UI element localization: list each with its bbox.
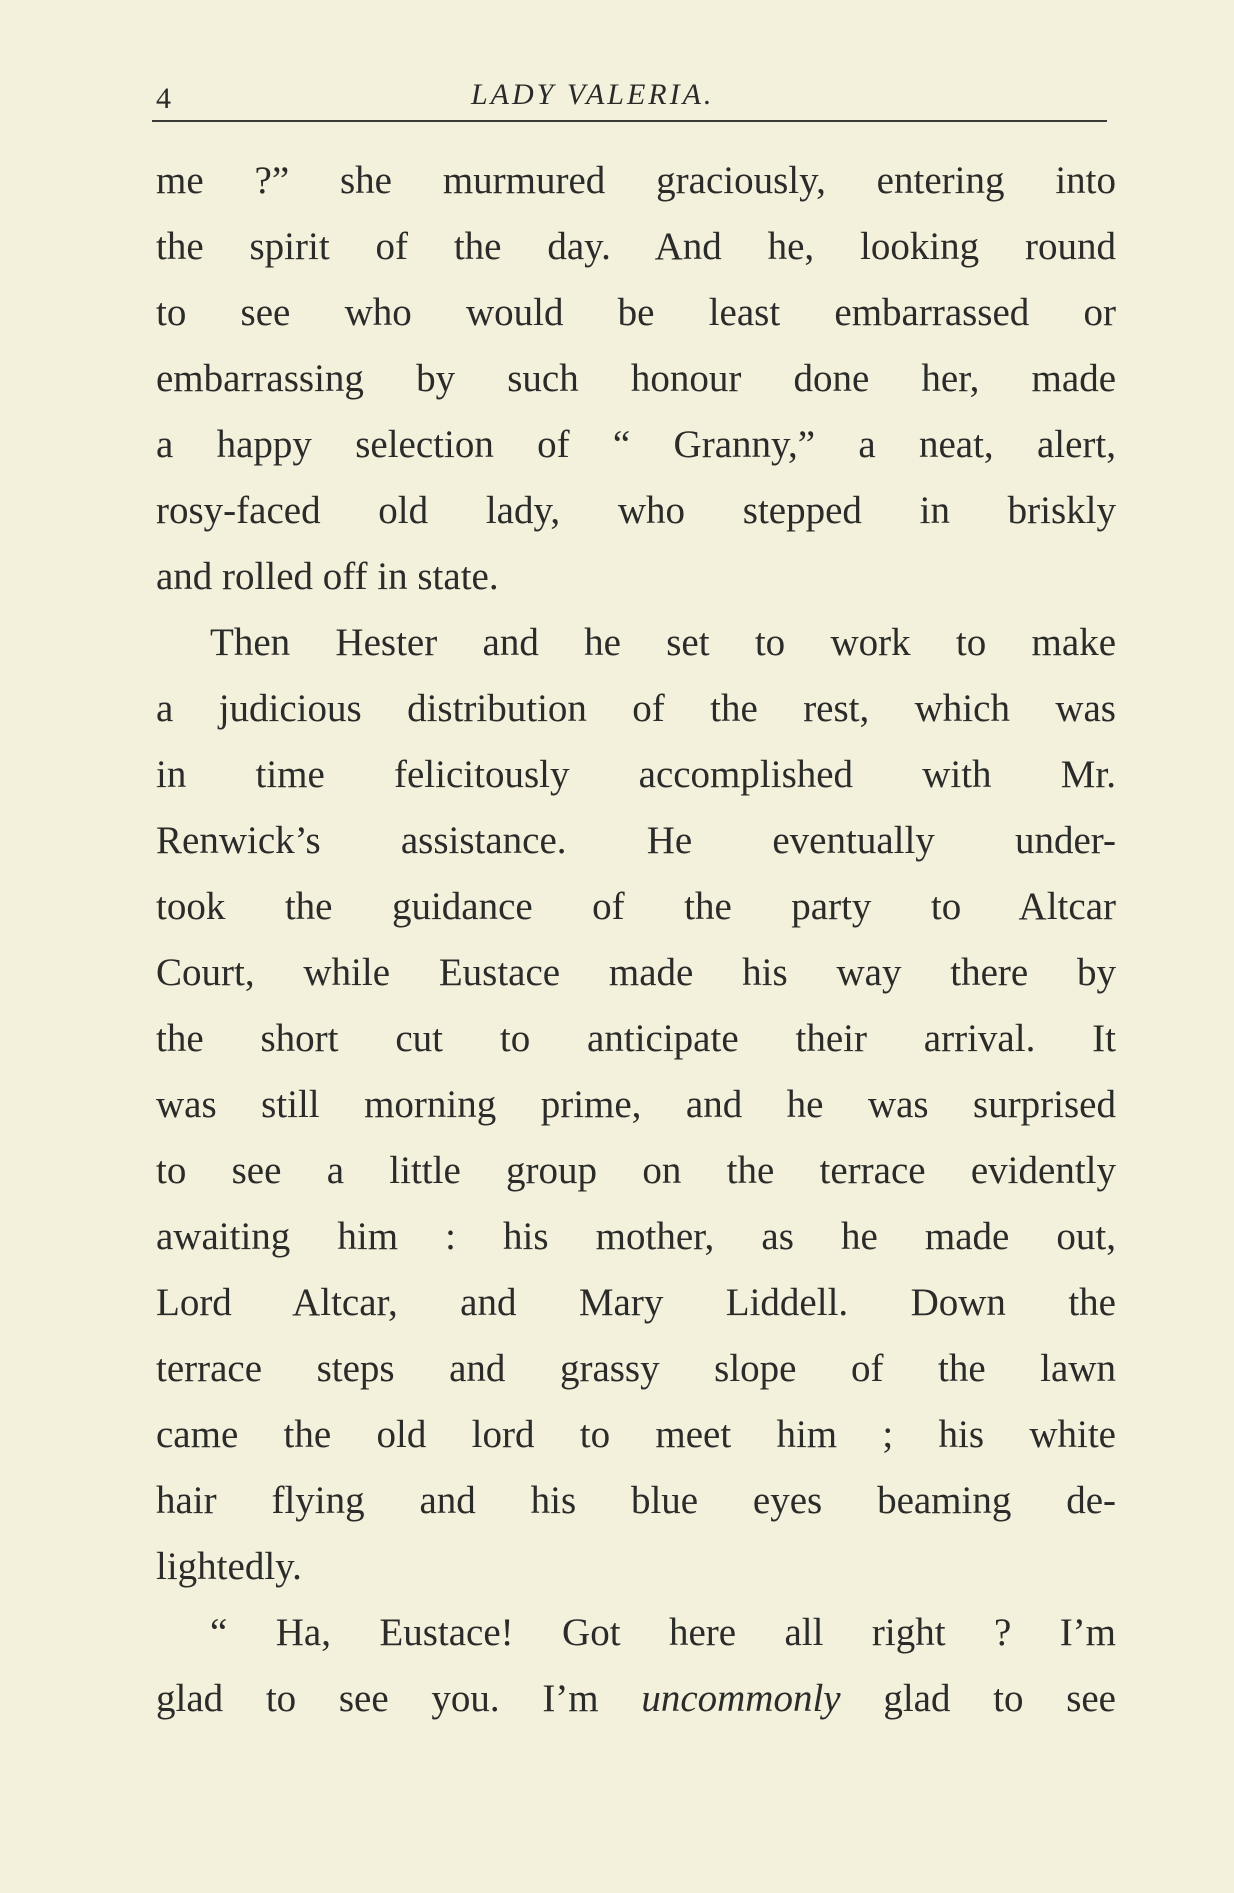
- text-line: “ Ha, Eustace! Got here all right ? I’m: [210, 1611, 1116, 1654]
- text-line: in time felicitously accomplished with Mr.: [156, 753, 1116, 796]
- body-text: [156, 148, 1116, 1732]
- text-line: a happy selection of “ Granny,” a neat, alert,: [156, 423, 1116, 466]
- text-line: lightedly.: [156, 1545, 302, 1588]
- header-rule: [152, 120, 1107, 122]
- text-line: awaiting him : his mother, as he made out,: [156, 1215, 1116, 1258]
- text-line: me ?” she murmured graciously, entering into: [156, 159, 1116, 202]
- running-head: LADY VALERIA.: [471, 78, 715, 111]
- text-line: and rolled off in state.: [156, 555, 499, 598]
- text-line: took the guidance of the party to Altcar: [156, 885, 1116, 928]
- italic-text-run: uncommonly: [641, 1677, 841, 1720]
- text-line: embarrassing by such honour done her, made: [156, 357, 1116, 400]
- text-line: Lord Altcar, and Mary Liddell. Down the: [156, 1281, 1116, 1324]
- text-line: a judicious distribution of the rest, which was: [156, 687, 1116, 730]
- text-line: terrace steps and grassy slope of the lawn: [156, 1347, 1116, 1390]
- text-line: the spirit of the day. And he, looking round: [156, 225, 1116, 268]
- text-line: Court, while Eustace made his way there by: [156, 951, 1116, 994]
- text-line: rosy-faced old lady, who stepped in briskly: [156, 489, 1116, 532]
- text-line: Then Hester and he set to work to make: [210, 621, 1116, 664]
- text-run: glad to see: [840, 1677, 1116, 1720]
- text-line: to see a little group on the terrace evidently: [156, 1149, 1116, 1192]
- text-line: was still morning prime, and he was surprised: [156, 1083, 1116, 1126]
- page-header: [156, 70, 1106, 126]
- text-line: to see who would be least embarrassed or: [156, 291, 1116, 334]
- text-line: the short cut to anticipate their arrival. It: [156, 1017, 1116, 1060]
- text-line: Renwick’s assistance. He eventually under-: [156, 819, 1116, 862]
- page-number: 4: [156, 82, 171, 115]
- text-line: hair flying and his blue eyes beaming de-: [156, 1479, 1116, 1522]
- text-line: came the old lord to meet him ; his white: [156, 1413, 1116, 1456]
- text-run: glad to see you. I’m: [156, 1677, 642, 1720]
- text-line-mixed: [156, 1666, 1116, 1732]
